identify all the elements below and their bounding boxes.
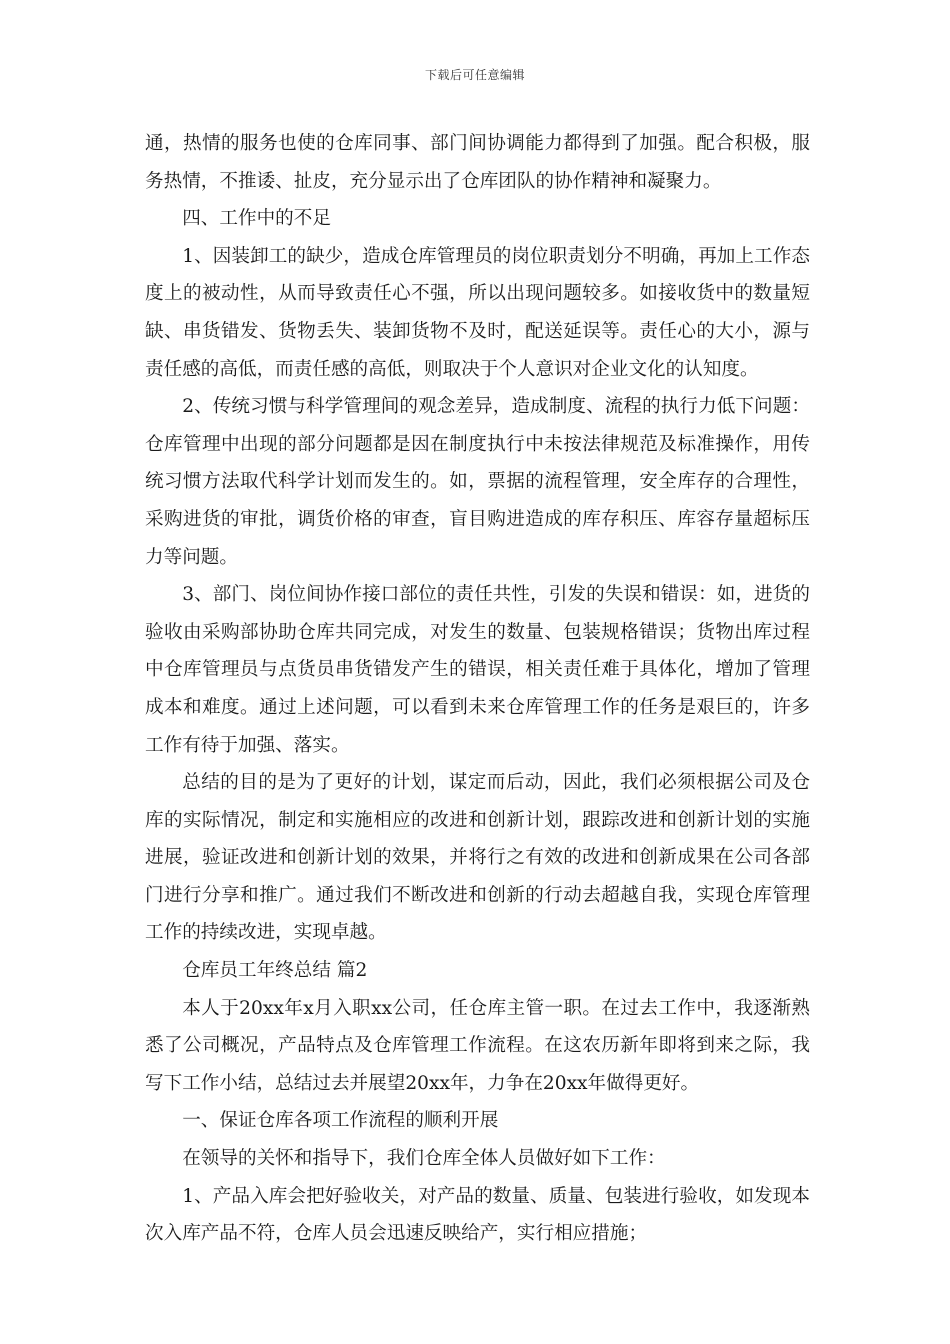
paragraph-summary: 总结的目的是为了更好的计划，谋定而后动，因此，我们必须根据公司及仓库的实际情况，制定和实施相应的改进和创新计划，跟踪改进和创新计划的实施进展，验证改进和创新计划的效果，并将行之有效的改进和创新成果在公司各部门进行分享和推广。通过我们不断改进和创新的行动去超越自我，实现仓库管理工作的持续改进，实现卓越。 bbox=[145, 772, 810, 944]
article-title-part-2: 仓库员工年终总结 篇2 bbox=[182, 960, 368, 982]
paragraph-item-1: 1、因装卸工的缺少，造成仓库管理员的岗位职责划分不明确，再加上工作态度上的被动性，从而导致责任心不强，所以出现问题较多。如接收货中的数量短缺、串货错发、货物丢失、装卸货物不及时，配送延误等。责任心的大小，源与责任感的高低，而责任感的高低，则取决于个人意识对企业文化的认知度。 bbox=[145, 245, 810, 380]
page-header-note: 下载后可任意编辑 bbox=[424, 68, 525, 82]
paragraph-continuation: 通，热情的服务也使的仓库同事、部门间协调能力都得到了加强。配合积极，服务热情，不推诿、扯皮，充分显示出了仓库团队的协作精神和凝聚力。 bbox=[145, 133, 810, 192]
paragraph-intro: 本人于20xx年x月入职xx公司，任仓库主管一职。在过去工作中，我逐渐熟悉了公司概况，产品特点及仓库管理工作流程。在这农历新年即将到来之际，我写下工作小结，总结过去并展望20xx年，力争在20xx年做得更好。 bbox=[145, 997, 810, 1094]
paragraph-item-2: 2、传统习惯与科学管理间的观念差异，造成制度、流程的执行力低下问题：仓库管理中出现的部分问题都是因在制度执行中未按法律规范及标准操作，用传统习惯方法取代科学计划而发生的。如，票据的流程管理，安全库存的合理性，采购进货的审批，调货价格的审查，盲目购进造成的库存积压、库容存量超标压力等问题。 bbox=[145, 396, 810, 568]
paragraph-item-3: 3、部门、岗位间协作接口部位的责任共性，引发的失误和错误：如，进货的验收由采购部协助仓库共同完成，对发生的数量、包装规格错误；货物出库过程中仓库管理员与点货员串货错发产生的错误，相关责任难于具体化，增加了管理成本和难度。通过上述问题，可以看到未来仓库管理工作的任务是艰巨的，许多工作有待于加强、落实。 bbox=[145, 584, 810, 756]
document-body bbox=[145, 125, 810, 1253]
section-heading-workflow: 一、保证仓库各项工作流程的顺利开展 bbox=[182, 1110, 499, 1132]
section-heading-shortcomings: 四、工作中的不足 bbox=[182, 208, 331, 230]
paragraph-guidance: 在领导的关怀和指导下，我们仓库全体人员做好如下工作： bbox=[182, 1148, 666, 1170]
paragraph-item-inbound: 1、产品入库会把好验收关，对产品的数量、质量、包装进行验收，如发现本次入库产品不符，仓库人员会迅速反映给产，实行相应措施； bbox=[145, 1185, 810, 1245]
